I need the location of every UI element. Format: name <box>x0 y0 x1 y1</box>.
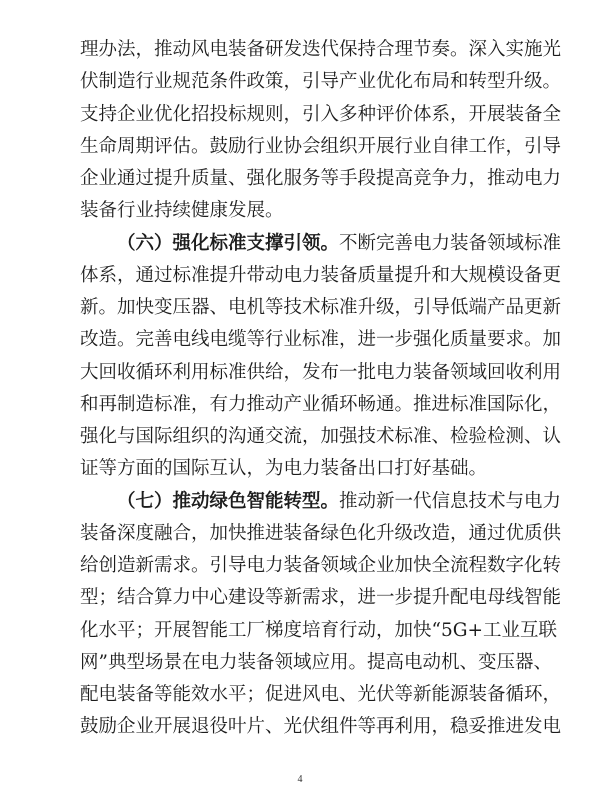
page-number: 4 <box>297 774 303 785</box>
text-line: 新。加快变压器、电机等技术标准升级，引导低端产品更新 <box>80 297 562 318</box>
section-text: 推动新一代信息技术与电力 <box>339 490 562 512</box>
text-line: 化水平；开展智能工厂梯度培育行动，加快“5G+工业互联 <box>80 619 558 641</box>
section-heading-line <box>80 486 562 518</box>
body-text <box>80 34 562 744</box>
text-line: 给创造新需求。引导电力装备领域企业加快全流程数字化转 <box>80 555 562 576</box>
text-line: 鼓励企业开展退役叶片、光伏组件等再利用，稳妥推进发电 <box>80 716 562 738</box>
text-line: 伏制造行业规范条件政策，引导产业优化布局和转型升级。 <box>80 71 562 93</box>
text-line: 改造。完善电线电缆等行业标准，进一步强化质量要求。加 <box>80 329 562 351</box>
text-line: 装备深度融合，加快推进装备绿色化升级改造，通过优质供 <box>80 522 562 544</box>
text-line: 证等方面的国际互认，为电力装备出口打好基础。 <box>80 458 488 480</box>
text-line: 和再制造标准，有力推动产业循环畅通。推进标准国际化， <box>80 393 562 415</box>
section-text: 不断完善电力装备领域标准 <box>339 232 562 254</box>
text-line: 生命周期评估。鼓励行业协会组织开展行业自律工作，引导 <box>80 135 562 157</box>
text-line: 体系，通过标准提升带动电力装备质量提升和大规模设备更 <box>80 264 562 286</box>
text-line: 装备行业持续健康发展。 <box>80 200 284 222</box>
section-heading: （六）强化标准支撑引领。 <box>117 232 340 254</box>
section-heading-line <box>80 228 562 260</box>
text-line: 型；结合算力中心建设等新需求，进一步提升配电母线智能 <box>80 587 562 609</box>
text-line: 企业通过提升质量、强化服务等手段提高竞争力，推动电力 <box>80 168 562 189</box>
text-line: 强化与国际组织的沟通交流，加强技术标准、检验检测、认 <box>80 426 562 447</box>
text-line: 支持企业优化招投标规则，引入多种评价体系，开展装备全 <box>80 103 562 125</box>
text-line: 大回收循环利用标准供给，发布一批电力装备领域回收利用 <box>80 361 562 383</box>
text-line: 理办法，推动风电装备研发迭代保持合理节奏。深入实施光 <box>80 39 562 60</box>
section-heading: （七）推动绿色智能转型。 <box>117 490 340 512</box>
text-line: 配电装备等能效水平；促进风电、光伏等新能源装备循环， <box>80 684 562 705</box>
text-line: 网”典型场景在电力装备领域应用。提高电动机、变压器、 <box>80 651 552 673</box>
